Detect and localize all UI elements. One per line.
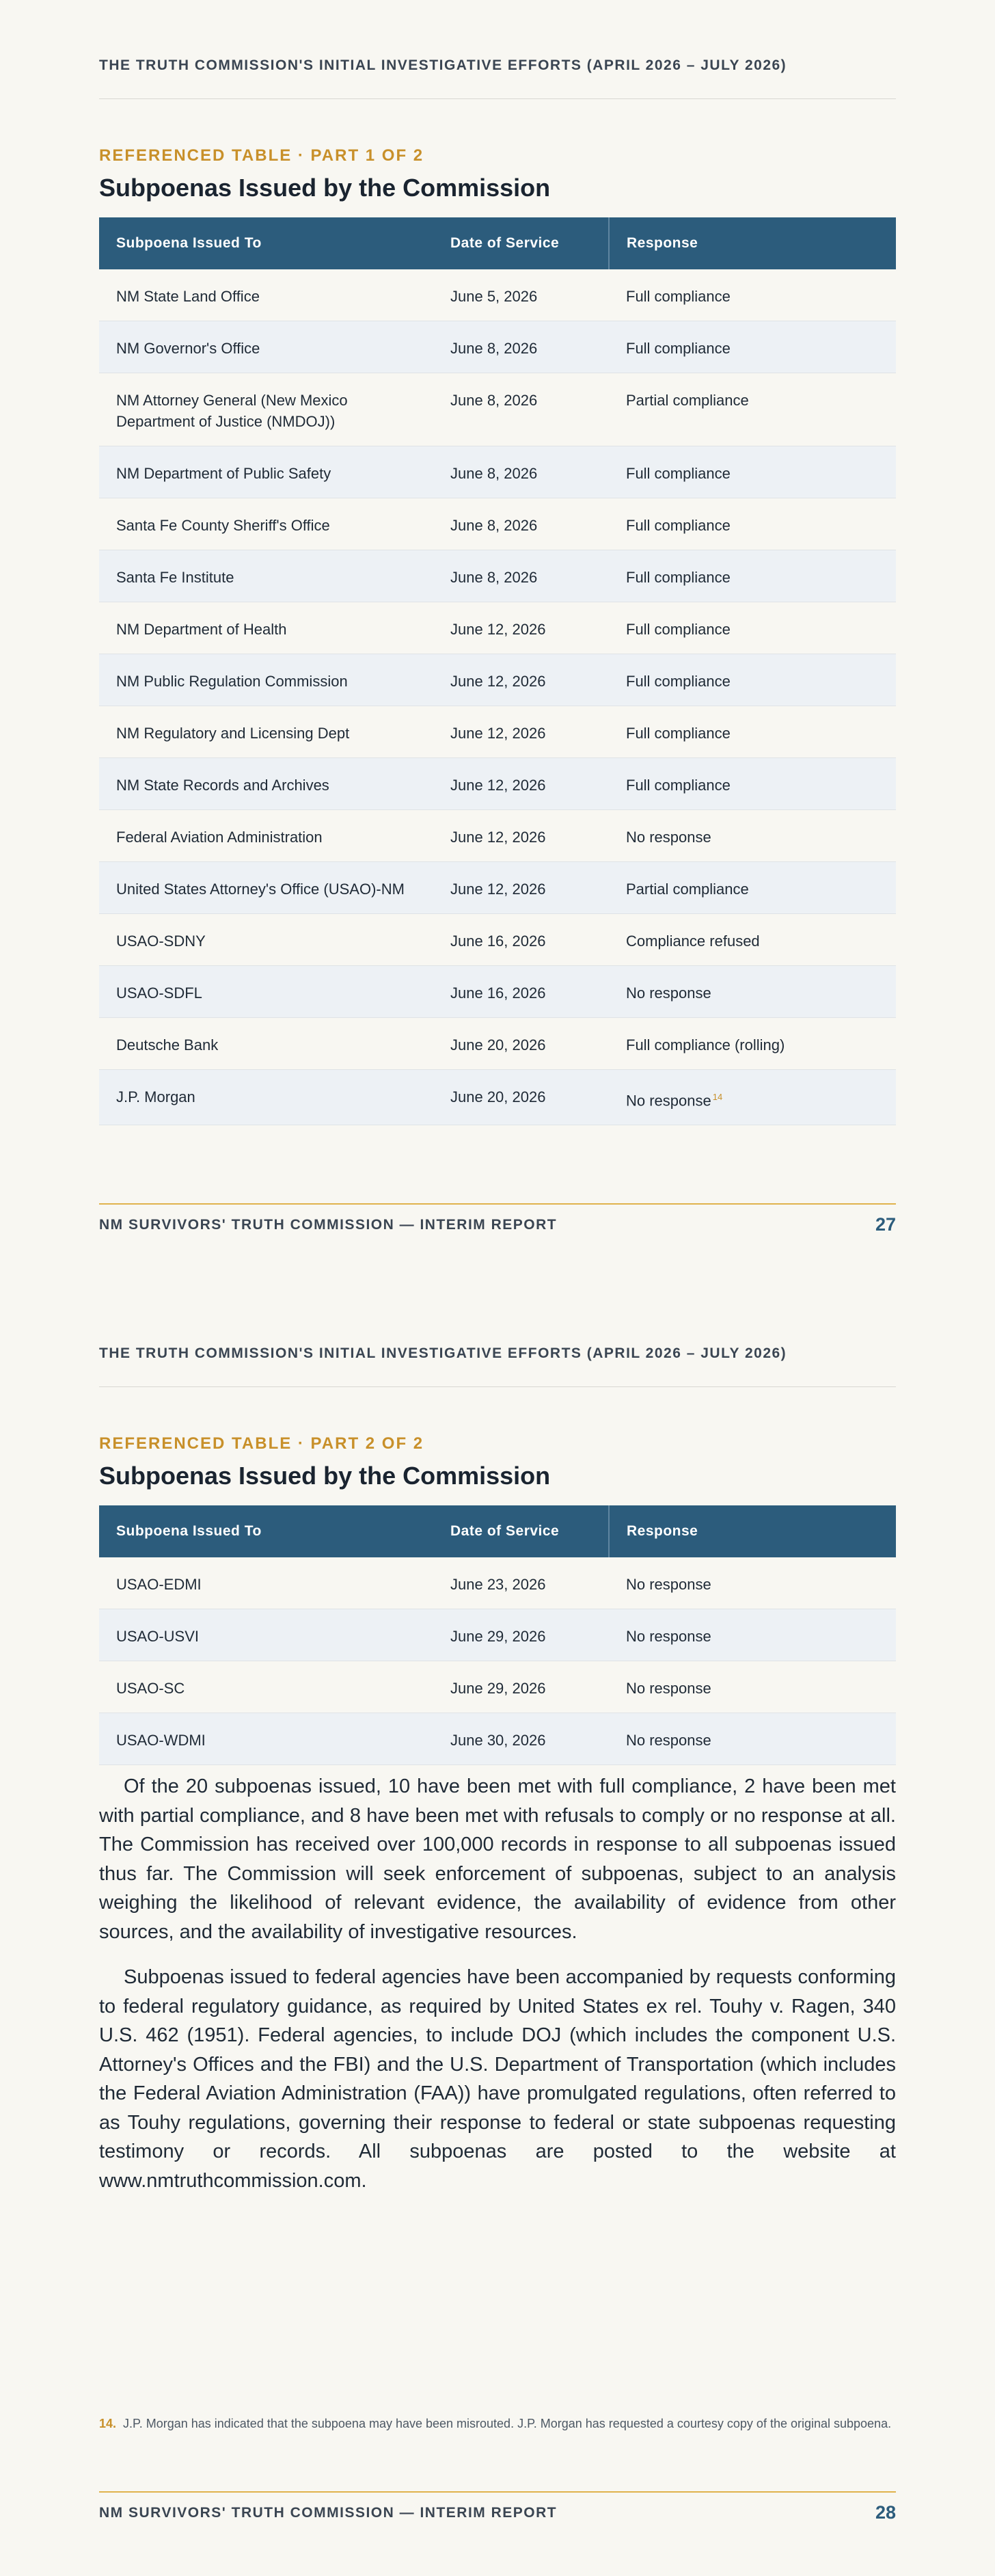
footnote [99,2414,896,2433]
cell-date: June 8, 2026 [433,373,609,446]
cell-response: Partial compliance [609,862,896,914]
table-row [99,654,896,706]
cell-date: June 8, 2026 [433,446,609,498]
table-row [99,446,896,498]
table-row [99,550,896,602]
footer-divider [99,1203,896,1205]
cell-response: Full compliance [609,602,896,654]
table-title: Subpoenas Issued by the Commission [99,1462,551,1490]
response-text: No response [626,1092,711,1110]
cell-issued-to: NM Governor's Office [99,321,433,373]
footnote-text: J.P. Morgan has indicated that the subpoena may have been misrouted. J.P. Morgan has requested a courtesy copy of the original subpoena. [123,2417,892,2430]
cell-date: June 12, 2026 [433,810,609,862]
table-row [99,269,896,321]
cell-issued-to: Federal Aviation Administration [99,810,433,862]
column-header-date: Date of Service [433,217,609,269]
cell-issued-to: USAO-EDMI [99,1557,433,1609]
table-row [99,1713,896,1765]
footer-title: NM SURVIVORS' TRUTH COMMISSION — INTERIM REPORT [99,2505,558,2521]
cell-date: June 23, 2026 [433,1557,609,1609]
table-row [99,373,896,446]
cell-response: Full compliance [609,498,896,550]
header-divider [99,98,896,99]
body-paragraph: Of the 20 subpoenas issued, 10 have been met with full compliance, 2 have been met with partial compliance, and 8 have been met with refusals to comply or no response at all. The Commission has received over 100,000 records in response to all subpoenas issued thus far. The Commission will seek enforcement of subpoenas, subject to an analysis weighing the likelihood of relevant evidence, the availability of evidence from other sources, and the availability of investigative resources. [99,1775,896,1943]
cell-date: June 12, 2026 [433,862,609,914]
cell-response: No response [609,1609,896,1661]
cell-issued-to: NM Attorney General (New Mexico Department of Justice (NMDOJ)) [99,373,433,446]
body-paragraph: Subpoenas issued to federal agencies have been accompanied by requests conforming to federal regulatory guidance, as required by United States ex rel. Touhy v. Ragen, 340 U.S. 462 (1951). Federal agencies, to include DOJ (which includes the component U.S. Attorney's Offices and the FBI) and the U.S. Department of Transportation (which includes the Federal Aviation Administration (FAA)) have promulgated regulations, often referred to as Touhy regulations, governing their response to federal or state subpoenas requesting testimony or records. All subpoenas are posted to the website at www.nmtruthcommission.com. [99,1966,896,2192]
cell-response: No response [609,966,896,1018]
cell-date: June 20, 2026 [433,1070,609,1125]
cell-issued-to: United States Attorney's Office (USAO)-NM [99,862,433,914]
cell-date: June 12, 2026 [433,758,609,810]
cell-date: June 12, 2026 [433,706,609,758]
cell-response: No response [609,1713,896,1765]
table-row [99,862,896,914]
cell-issued-to: NM Regulatory and Licensing Dept [99,706,433,758]
cell-response: No response [609,1661,896,1713]
cell-issued-to: USAO-SDFL [99,966,433,1018]
cell-issued-to: NM Department of Health [99,602,433,654]
cell-issued-to: NM State Records and Archives [99,758,433,810]
cell-date: June 8, 2026 [433,321,609,373]
cell-date: June 20, 2026 [433,1018,609,1070]
table-row [99,1557,896,1609]
table-row [99,758,896,810]
cell-response: Full compliance (rolling) [609,1018,896,1070]
header-divider [99,1386,896,1387]
cell-date: June 12, 2026 [433,654,609,706]
cell-issued-to: USAO-SDNY [99,914,433,966]
cell-response: Full compliance [609,269,896,321]
column-header-issued-to: Subpoena Issued To [99,1505,433,1557]
table-header-row [99,1505,896,1557]
running-head: THE TRUTH COMMISSION'S INITIAL INVESTIGATIVE EFFORTS (APRIL 2026 – JULY 2026) [99,1345,787,1361]
page-number: 28 [875,2502,896,2523]
footnote-number: 14. [99,2417,117,2430]
cell-response: Partial compliance [609,373,896,446]
cell-response: Compliance refused [609,914,896,966]
table-row [99,1070,896,1125]
cell-response: Full compliance [609,706,896,758]
table-kicker: REFERENCED TABLE · PART 1 OF 2 [99,146,424,165]
table-kicker: REFERENCED TABLE · PART 2 OF 2 [99,1434,424,1453]
cell-issued-to: USAO-USVI [99,1609,433,1661]
cell-response: Full compliance [609,758,896,810]
subpoena-table [99,217,896,1125]
footnote-reference-link[interactable]: 14 [712,1092,723,1102]
table-row [99,321,896,373]
cell-date: June 5, 2026 [433,269,609,321]
table-row [99,498,896,550]
table-row [99,1018,896,1070]
cell-issued-to: Santa Fe County Sheriff's Office [99,498,433,550]
column-header-response: Response [609,217,896,269]
page-28 [0,1288,995,2576]
cell-date: June 12, 2026 [433,602,609,654]
column-header-issued-to: Subpoena Issued To [99,217,433,269]
table-row [99,914,896,966]
cell-date: June 8, 2026 [433,550,609,602]
cell-date: June 16, 2026 [433,914,609,966]
table-row [99,1661,896,1713]
cell-response: No response [609,1557,896,1609]
cell-issued-to: NM Department of Public Safety [99,446,433,498]
cell-issued-to: J.P. Morgan [99,1070,433,1125]
cell-date: June 30, 2026 [433,1713,609,1765]
cell-response: Full compliance [609,446,896,498]
table-row [99,810,896,862]
cell-response: No response [609,810,896,862]
cell-response: Full compliance [609,654,896,706]
column-header-date: Date of Service [433,1505,609,1557]
cell-date: June 16, 2026 [433,966,609,1018]
table-row [99,706,896,758]
table-row [99,966,896,1018]
cell-issued-to: USAO-SC [99,1661,433,1713]
cell-response: Full compliance [609,321,896,373]
cell-response [609,1070,896,1125]
subpoena-table [99,1505,896,1765]
cell-date: June 29, 2026 [433,1661,609,1713]
column-header-response: Response [609,1505,896,1557]
table-header-row [99,217,896,269]
cell-date: June 29, 2026 [433,1609,609,1661]
table-row [99,1609,896,1661]
footer-divider [99,2491,896,2493]
cell-issued-to: NM State Land Office [99,269,433,321]
footer-title: NM SURVIVORS' TRUTH COMMISSION — INTERIM REPORT [99,1217,558,1233]
cell-response: Full compliance [609,550,896,602]
body-text [99,1772,896,2212]
cell-issued-to: NM Public Regulation Commission [99,654,433,706]
cell-issued-to: Deutsche Bank [99,1018,433,1070]
cell-issued-to: Santa Fe Institute [99,550,433,602]
cell-date: June 8, 2026 [433,498,609,550]
running-head: THE TRUTH COMMISSION'S INITIAL INVESTIGATIVE EFFORTS (APRIL 2026 – JULY 2026) [99,57,787,73]
cell-issued-to: USAO-WDMI [99,1713,433,1765]
table-row [99,602,896,654]
table-title: Subpoenas Issued by the Commission [99,174,551,202]
page-number: 27 [875,1214,896,1235]
